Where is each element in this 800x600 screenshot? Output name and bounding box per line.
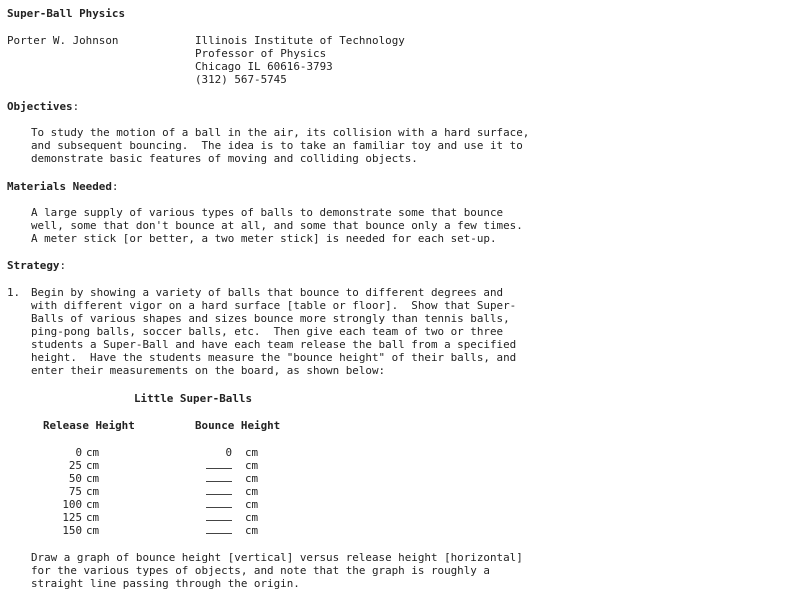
table-caption: Little Super-Balls xyxy=(134,392,253,405)
table-header-release: Release Height xyxy=(43,419,135,432)
strategy-heading: Strategy: xyxy=(7,259,67,272)
table-cell-bounce-unit: cm xyxy=(245,498,259,511)
table-cell-bounce xyxy=(204,459,232,472)
table-cell-release-unit: cm xyxy=(86,446,100,459)
bounce-height-blank xyxy=(206,498,232,508)
strategy-line: enter their measurements on the board, as shown below: xyxy=(31,364,386,377)
table-cell-release: 125 xyxy=(62,511,82,524)
table-cell-release: 100 xyxy=(62,498,82,511)
materials-heading: Materials Needed: xyxy=(7,180,119,193)
table-cell-bounce-unit: cm xyxy=(245,511,259,524)
table-cell-release-unit: cm xyxy=(86,472,100,485)
author-name: Porter W. Johnson xyxy=(7,34,119,47)
affiliation-phone: (312) 567-5745 xyxy=(195,73,287,86)
table-cell-bounce-unit: cm xyxy=(245,459,259,472)
document-title: Super-Ball Physics xyxy=(7,7,126,20)
table-cell-bounce-unit: cm xyxy=(245,485,259,498)
table-cell-bounce xyxy=(204,524,232,537)
table-cell-release: 50 xyxy=(68,472,82,485)
bounce-height-blank xyxy=(206,459,232,469)
affiliation-institution: Illinois Institute of Technology xyxy=(195,34,405,47)
table-cell-release-unit: cm xyxy=(86,511,100,524)
strategy-line: height. Have the students measure the "bounce height" of their balls, and xyxy=(31,351,517,364)
bounce-height-blank xyxy=(206,511,232,521)
bounce-height-blank xyxy=(206,485,232,495)
strategy-line: students a Super-Ball and have each team release the ball from a specified xyxy=(31,338,517,351)
table-header-bounce: Bounce Height xyxy=(195,419,281,432)
objectives-line: To study the motion of a ball in the air, its collision with a hard surface, xyxy=(31,126,530,139)
table-cell-release: 0 xyxy=(75,446,82,459)
strategy-line: with different vigor on a hard surface [table or floor]. Show that Super- xyxy=(31,299,517,312)
table-cell-bounce xyxy=(204,485,232,498)
table-cell-release-unit: cm xyxy=(86,498,100,511)
materials-line: A large supply of various types of balls to demonstrate some that bounce xyxy=(31,206,504,219)
closing-line: Draw a graph of bounce height [vertical] versus release height [horizontal] xyxy=(31,551,523,564)
table-cell-release: 150 xyxy=(62,524,82,537)
materials-line: A meter stick [or better, a two meter stick] is needed for each set-up. xyxy=(31,232,497,245)
table-cell-bounce-unit: cm xyxy=(245,446,259,459)
table-cell-release: 75 xyxy=(68,485,82,498)
table-cell-bounce: 0 xyxy=(225,446,232,459)
strategy-line: Balls of various shapes and sizes bounce more strongly than tennis balls, xyxy=(31,312,510,325)
objectives-line: and subsequent bouncing. The idea is to take an familiar toy and use it to xyxy=(31,139,523,152)
objectives-heading: Objectives: xyxy=(7,100,80,113)
bounce-height-blank xyxy=(206,472,232,482)
closing-line: for the various types of objects, and note that the graph is roughly a xyxy=(31,564,490,577)
table-cell-bounce xyxy=(204,472,232,485)
affiliation-title: Professor of Physics xyxy=(195,47,327,60)
table-cell-bounce xyxy=(204,498,232,511)
table-cell-bounce-unit: cm xyxy=(245,524,259,537)
table-cell-bounce-unit: cm xyxy=(245,472,259,485)
closing-line: straight line passing through the origin. xyxy=(31,577,300,590)
table-cell-release-unit: cm xyxy=(86,459,100,472)
table-cell-release-unit: cm xyxy=(86,524,100,537)
table-cell-bounce xyxy=(204,511,232,524)
affiliation-address: Chicago IL 60616-3793 xyxy=(195,60,333,73)
table-cell-release-unit: cm xyxy=(86,485,100,498)
strategy-line: ping-pong balls, soccer balls, etc. Then give each team of two or three xyxy=(31,325,504,338)
objectives-line: demonstrate basic features of moving and colliding objects. xyxy=(31,152,418,165)
strategy-item-number: 1. xyxy=(7,286,21,299)
table-cell-release: 25 xyxy=(68,459,82,472)
strategy-line: Begin by showing a variety of balls that bounce to different degrees and xyxy=(31,286,504,299)
materials-line: well, some that don't bounce at all, and some that bounce only a few times. xyxy=(31,219,523,232)
bounce-height-blank xyxy=(206,524,232,534)
